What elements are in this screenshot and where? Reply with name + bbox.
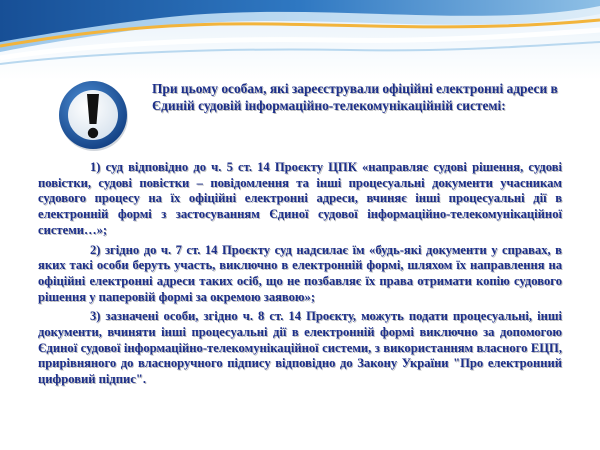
paragraph-1: 1) суд відповідно до ч. 5 ст. 14 Проєкту ЦПК «направляє судові рішення, судові повістки, судові повістки – повідомлення та інші процесуальні документи учасникам судового процесу на їх офіційні електронні адреси, вчиняє інші процесуальні дії в електронній формі з застосуванням Єдиної судової інформаційно-телекомунікаційної системи…»;: [38, 160, 562, 237]
paragraph-2: 2) згідно до ч. 7 ст. 14 Проєкту суд надсилає їм «будь-які документи у справах, в яких такі особи беруть участь, виключно в електронній формі, шляхом їх направлення на офіційні електронні адреси таких осіб, що не позбавляє їх права отримати копію судового рішення у паперовій формі за окремою заявою»;: [38, 242, 562, 304]
paragraph-3: 3) зазначені особи, згідно ч. 8 ст. 14 Проєкту, можуть подати процесуальні, інші документи, вчиняти інші процесуальні дії в електронній формі виключно за допомогою Єдиної судової інформаційно-телекомунікаційної системи, з використанням власного ЕЦП, прирівняного до власноручного підпису відповідно до Закону України "Про електронний цифровий підпис".: [38, 309, 562, 387]
paragraph-list: [38, 160, 562, 392]
exclamation-icon: [58, 80, 130, 152]
header-wave-decoration: [0, 0, 600, 80]
intro-heading: При цьому особам, які зареєстрували офіційні електронні адреси в Єдиній судовій інформаційно-телекомунікаційній системі:: [152, 81, 558, 113]
